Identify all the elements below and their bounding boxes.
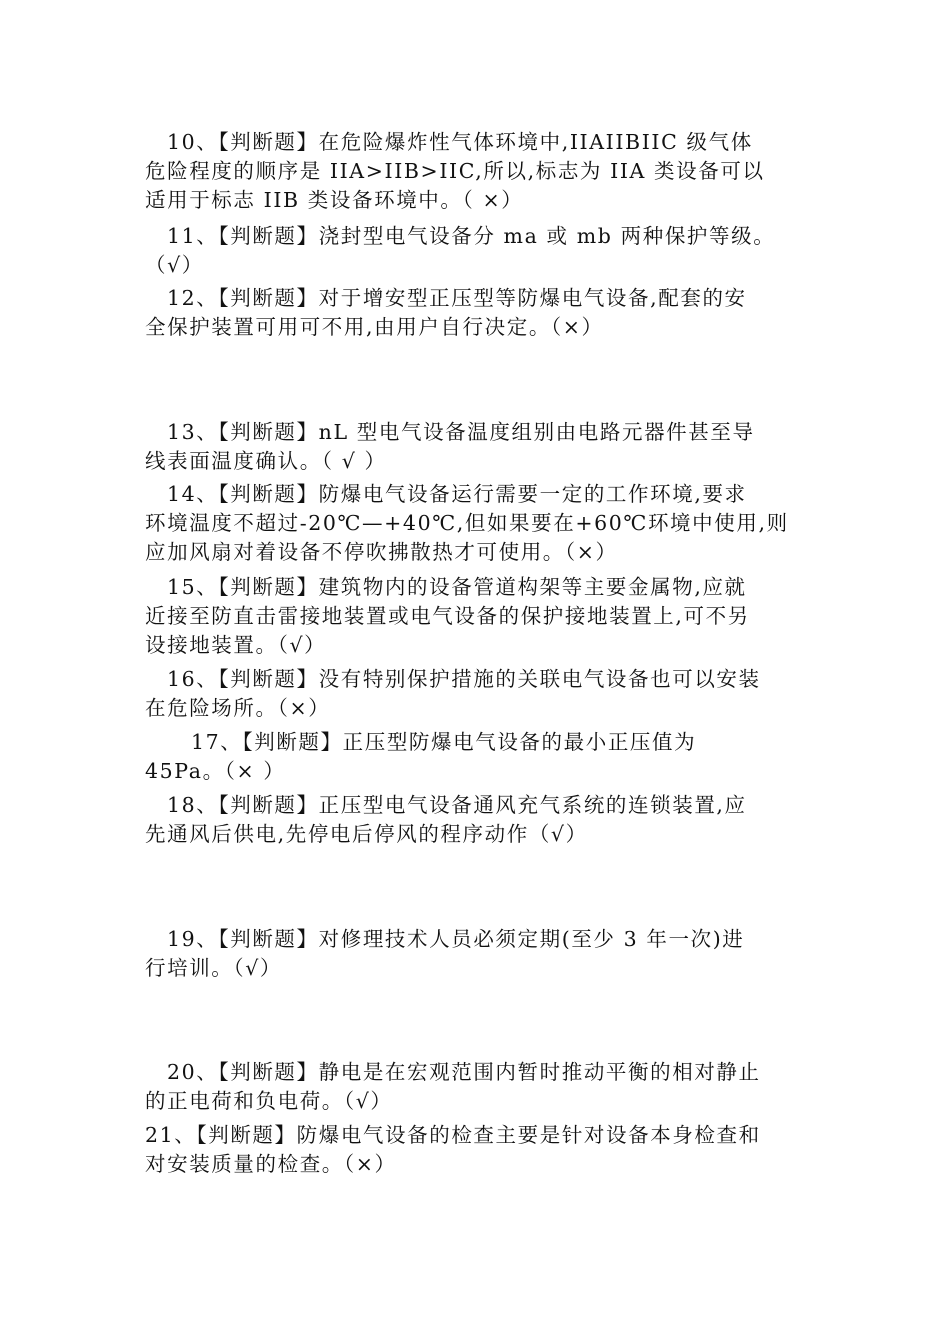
question-line: 在危险场所。（×） [145,696,331,720]
question-line: 13、【判断题】nL 型电气设备温度组别由电路元器件甚至导 [167,420,755,444]
question-12 [145,284,815,342]
question-line: 19、【判断题】对修理技术人员必须定期(至少 3 年一次)进 [167,927,745,951]
question-line: （√） [145,253,204,277]
question-line: 线表面温度确认。（ √ ） [145,449,387,473]
question-17 [145,728,815,786]
question-line: 先通风后供电,先停电后停风的程序动作（√） [145,822,588,846]
question-line: 12、【判断题】对于增安型正压型等防爆电气设备,配套的安 [167,286,747,310]
question-line: 11、【判断题】浇封型电气设备分 ma 或 mb 两种保护等级。 [167,224,776,248]
question-line: 16、【判断题】没有特别保护措施的关联电气设备也可以安装 [167,667,761,691]
question-line: 全保护装置可用可不用,由用户自行决定。（×） [145,315,604,339]
question-11 [145,222,815,280]
question-line: 45Pa。（× ） [145,759,286,783]
question-13 [145,418,815,476]
question-line: 设接地装置。（√） [145,633,327,657]
question-20 [145,1058,815,1116]
question-15 [145,573,815,660]
question-line: 环境温度不超过-20℃—+40℃,但如果要在+60℃环境中使用,则 [145,511,789,535]
question-line: 适用于标志 IIB 类设备环境中。（ ×） [145,188,524,212]
question-line: 10、【判断题】在危险爆炸性气体环境中,IIAIIBIIC 级气体 [167,130,753,154]
question-line: 18、【判断题】正压型电气设备通风充气系统的连锁装置,应 [167,793,747,817]
question-line: 应加风扇对着设备不停吹拂散热才可使用。（×） [145,540,618,564]
question-line: 20、【判断题】静电是在宏观范围内暂时推动平衡的相对静止 [167,1060,761,1084]
question-14 [145,480,815,567]
question-line: 近接至防直击雷接地装置或电气设备的保护接地装置上,可不另 [145,604,750,628]
question-line: 的正电荷和负电荷。（√） [145,1089,393,1113]
question-16 [145,665,815,723]
question-line: 对安装质量的检查。（×） [145,1152,397,1176]
question-line: 15、【判断题】建筑物内的设备管道构架等主要金属物,应就 [167,575,747,599]
question-18 [145,791,815,849]
question-21 [145,1121,815,1179]
question-line: 14、【判断题】防爆电气设备运行需要一定的工作环境,要求 [167,482,747,506]
question-line: 21、【判断题】防爆电气设备的检查主要是针对设备本身检查和 [145,1123,761,1147]
question-19 [145,925,815,983]
question-line: 行培训。（√） [145,956,283,980]
question-line: 危险程度的顺序是 IIA>IIB>IIC,所以,标志为 IIA 类设备可以 [145,159,765,183]
question-10 [145,128,815,215]
question-line: 17、【判断题】正压型防爆电气设备的最小正压值为 [191,730,697,754]
